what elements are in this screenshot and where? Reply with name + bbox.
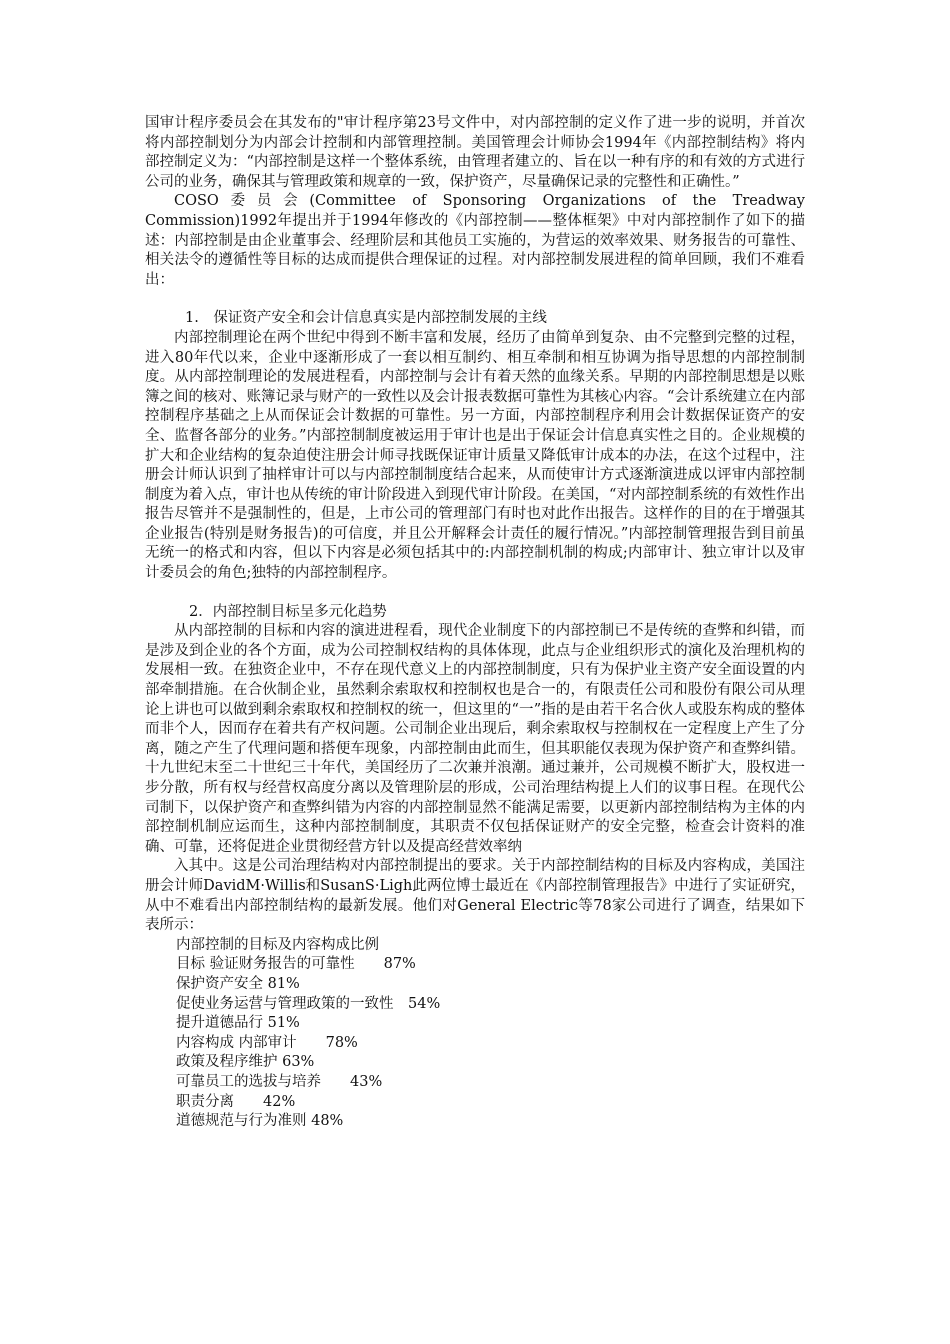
table-row: 目标 验证财务报告的可靠性 87% — [176, 956, 416, 973]
spacer — [145, 584, 805, 603]
paragraph-coso: COSO委员会(Committee of Sponsoring Organizations of the Treadway Commission)1992年提出并于1994年修改的《内部控制——整体框架》中对内部控制作了如下的描述：内部控制是由企业董事会、经理阶层和其他员工实施的，为营运的效率效果、财务报告的可靠性、相关法令的遵循性等目标的达成而提供合理保证的过程。对内部控制发展进程的简单回顾，我们不难看出： — [145, 193, 805, 288]
table-row: 道德规范与行为准则 48% — [176, 1113, 344, 1130]
section-heading-1: 1. 保证资产安全和会计信息真实是内部控制发展的主线 — [185, 310, 547, 327]
paragraph-section-1: 内部控制理论在两个世纪中得到不断丰富和发展，经历了由简单到复杂、由不完整到完整的过程，进入80年代以来，企业中逐渐形成了一套以相互制约、相互牵制和相互协调为指导思想的内部控制制度。从内部控制理论的发展进程看，内部控制与会计有着天然的血缘关系。早期的内部控制思想是以账簿之间的核对、账簿记录与财产的一致性以及会计报表数据可靠性为其核心内容。“会计系统建立在内部控制程序基础之上从而保证会计数据的可靠性。另一方面，内部控制程序利用会计数据保证资产的安全、监督各部分的业务。”内部控制制度被运用于审计也是出于保证会计信息真实性之目的。企业规模的扩大和企业结构的复杂迫使注册会计师寻找既保证审计质量又降低审计成本的办法，在这个过程中，注册会计师认识到了抽样审计可以与内部控制制度结合起来，从而使审计方式逐渐演进成以评审内部控制制度为着入点，审计也从传统的审计阶段进入到现代审计阶段。在美国，“对内部控制系统的有效性作出报告尽管并不是强制性的，但是，上市公司的管理部门有时也对此作出报告。这样作的目的在于增强其企业报告(特别是财务报告)的可信度，并且公开解释会计责任的履行情况。”内部控制管理报告到目前虽无统一的格式和内容，但以下内容是必须包括其中的:内部控制机制的构成;内部审计、独立审计以及审计委员会的角色;独特的内部控制程序。 — [145, 329, 805, 582]
table-row: 职责分离 42% — [176, 1093, 296, 1110]
paragraph-section-2: 从内部控制的目标和内容的演进进程看，现代企业制度下的内部控制已不是传统的查弊和纠错，而是涉及到企业的各个方面，成为公司控制权结构的具体体现，此点与企业组织形式的演化及治理机构的发展相一致。在独资企业中，不存在现代意义上的内部控制制度，只有为保护业主资产安全面设置的内部牵制措施。在合伙制企业，虽然剩余索取权和控制权也是合一的，有限责任公司和股份有限公司从理论上讲也可以做到剩余索取权和控制权的统一，但这里的“一”指的是由若干名合伙人或股东构成的整体而非个人，因而存在着共有产权问题。公司制企业出现后，剩余索取权与控制权在一定程度上产生了分离，随之产生了代理问题和搭便车现象，内部控制由此而生，但其职能仅表现为保护资产和查弊纠错。十九世纪末至二十世纪三十年代，美国经历了二次兼并浪潮。通过兼并，公司规模不断扩大，股权进一步分散，所有权与经营权高度分离以及管理阶层的形成，公司治理结构提上人们的议事日程。在现代公司制下，以保护资产和查弊纠错为内容的内部控制显然不能满足需要，以更新内部控制结构为主体的内部控制机制应运而生，这种内部控制制度，其职责不仅包括保证财产的安全完整，检查会计资料的准确、可靠，还将促进企业贯彻经营方针以及提高经营效率纳 — [145, 623, 805, 855]
paragraph-survey: 入其中。这是公司治理结构对内部控制提出的要求。关于内部控制结构的目标及内容构成，美国注册会计师DavidM·Willis和SusanS·Ligh此两位博士最近在《内部控制管理报告》中进行了实证研究，从中不难看出内部控制结构的最新发展。他们对General Electric等78家公司进行了调查，结果如下表所示： — [145, 858, 805, 934]
table-row: 内容构成 内部审计 78% — [176, 1034, 358, 1051]
spacer — [145, 290, 805, 309]
table-title: 内部控制的目标及内容构成比例 — [176, 936, 379, 953]
section-heading-2: 2．内部控制目标呈多元化趋势 — [189, 603, 387, 620]
table-row: 政策及程序维护 63% — [176, 1054, 315, 1071]
table-row: 促使业务运营与管理政策的一致性 54% — [176, 995, 441, 1012]
paragraph-1: 国审计程序委员会在其发布的"审计程序第23号文件中，对内部控制的定义作了进一步的说明，并首次将内部控制划分为内部会计控制和内部管理控制。美国管理会计师协会1994年《内部控制结构》将内部控制定义为：“内部控制是这样一个整体系统，由管理者建立的、旨在以一种有序的和有效的方式进行公司的业务，确保其与管理政策和规章的一致，保护资产，尽量确保记录的完整性和正确性。” — [145, 115, 805, 190]
table-row: 保护资产安全 81% — [176, 975, 300, 992]
document-page — [145, 114, 805, 1132]
table-row: 提升道德品行 51% — [176, 1015, 300, 1032]
table-row: 可靠员工的选拔与培养 43% — [176, 1073, 383, 1090]
